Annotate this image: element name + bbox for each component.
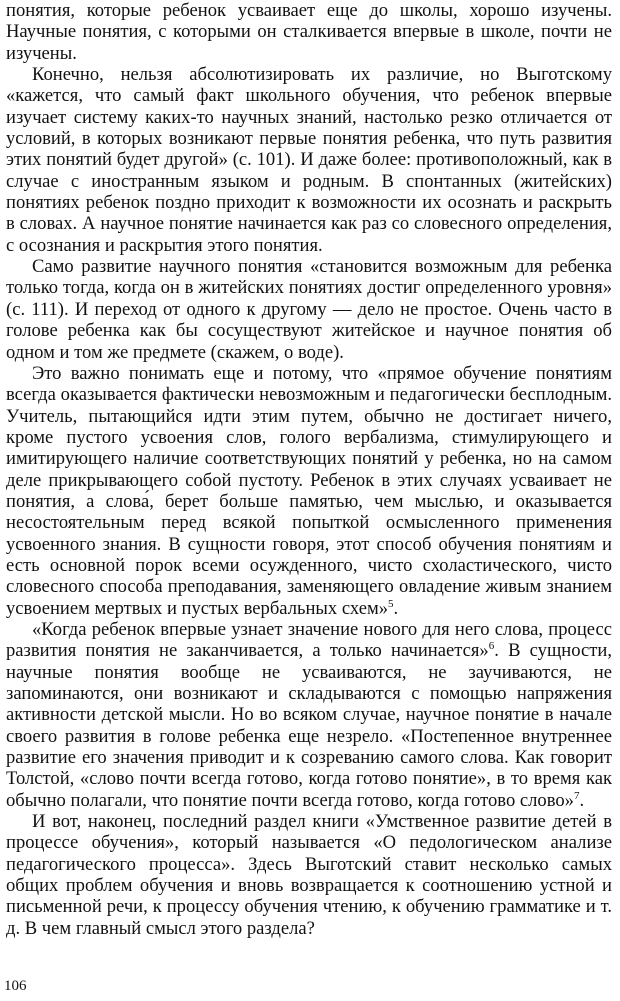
footnote-ref-6: 6 xyxy=(488,640,495,653)
paragraph-6: И вот, наконец, последний раздел книги «Умственное развитие детей в процессе обучения», который называется «О педологическом анализе педагогического процесса». Здесь Выготский ставит несколько самых общих проблем обучения и вновь возвращается к соотношению устной и письменной речи, к процессу обучения чтению, к обучению грамматике и т. д. В чем главный смысл этого раздела? xyxy=(6,811,612,939)
footnote-ref-7: 7 xyxy=(573,789,580,802)
paragraph-1: понятия, которые ребенок усваивает еще до школы, хорошо изучены. Научные понятия, с которыми он сталкивается впервые в школе, почти не изучены. xyxy=(6,0,612,64)
paragraph-2: Конечно, нельзя абсолютизировать их различие, но Выготскому «кажется, что самый факт школьного обучения, что ребенок впервые изучает систему каких-то научных знаний, настолько резко отличается от условий, в которых возникают первые понятия ребенка, что путь развития этих понятий будет другой» (с. 101). И даже более: противоположный, как в случае с иностранным языком и родным. В спонтанных (житейских) понятиях ребенок поздно приходит к возможности их осознать и раскрыть в словах. А научное понятие начинается как раз со словесного определения, с осознания и раскрытия этого понятия. xyxy=(6,64,612,256)
body-text xyxy=(6,0,612,939)
paragraph-5: «Когда ребенок впервые узнает значение нового для него слова, процесс развития понятия не заканчивается, а только начинается»$^6$. В сущности, научные понятия вообще не усваиваются, не заучиваются, не запоминаются, они возникают и складываются с помощью напряжения активности детской мысли. Но во всяком случае, научное понятие в начале своего развития в голове ребенка еще незрело. «Постепенное внутреннее развитие его значения приводит и к созреванию самого слова. Как говорит Толстой, «слово почти всегда готово, когда готово понятие», в то время как обычно полагали, что понятие почти всегда готово, когда готово слово»$^7$. xyxy=(6,618,612,811)
book-page xyxy=(4,0,616,1001)
page-number: 106 xyxy=(4,978,27,994)
paragraph-3: Само развитие научного понятия «становится возможным для ребенка только тогда, когда он в житейских понятиях достиг определенного уровня» (с. 111). И переход от одного к другому — дело не простое. Очень часто в голове ребенка как бы сосуществуют житейское и научное понятия об одном и том же предмете (скажем, о воде). xyxy=(6,256,612,363)
footnote-ref-5: 5 xyxy=(388,597,394,610)
paragraph-4: Это важно понимать еще и потому, что «прямое обучение понятиям всегда оказывается фактически невозможным и педагогически бесплодным. Учитель, пытающийся идти этим путем, обычно не достигает ничего, кроме пустого усвоения слов, голого вербализма, стимулирующего и имитирующего наличие соответствующих понятий у ребенка, но на самом деле прикрывающего собой пустоту. Ребенок в этих случаях усваивает не понятия, а слова́, берет больше памятью, чем мыслью, и оказывается несостоятельным перед всякой попыткой осмысленного применения усвоенного знания. В сущности говоря, этот способ обучения понятиям и есть основной порок всеми осужденного, чисто схоластического, чисто словесного способа преподавания, заменяющего овладение живым знанием усвоением мертвых и пустых вербальных схем»$^5$. xyxy=(6,362,612,619)
